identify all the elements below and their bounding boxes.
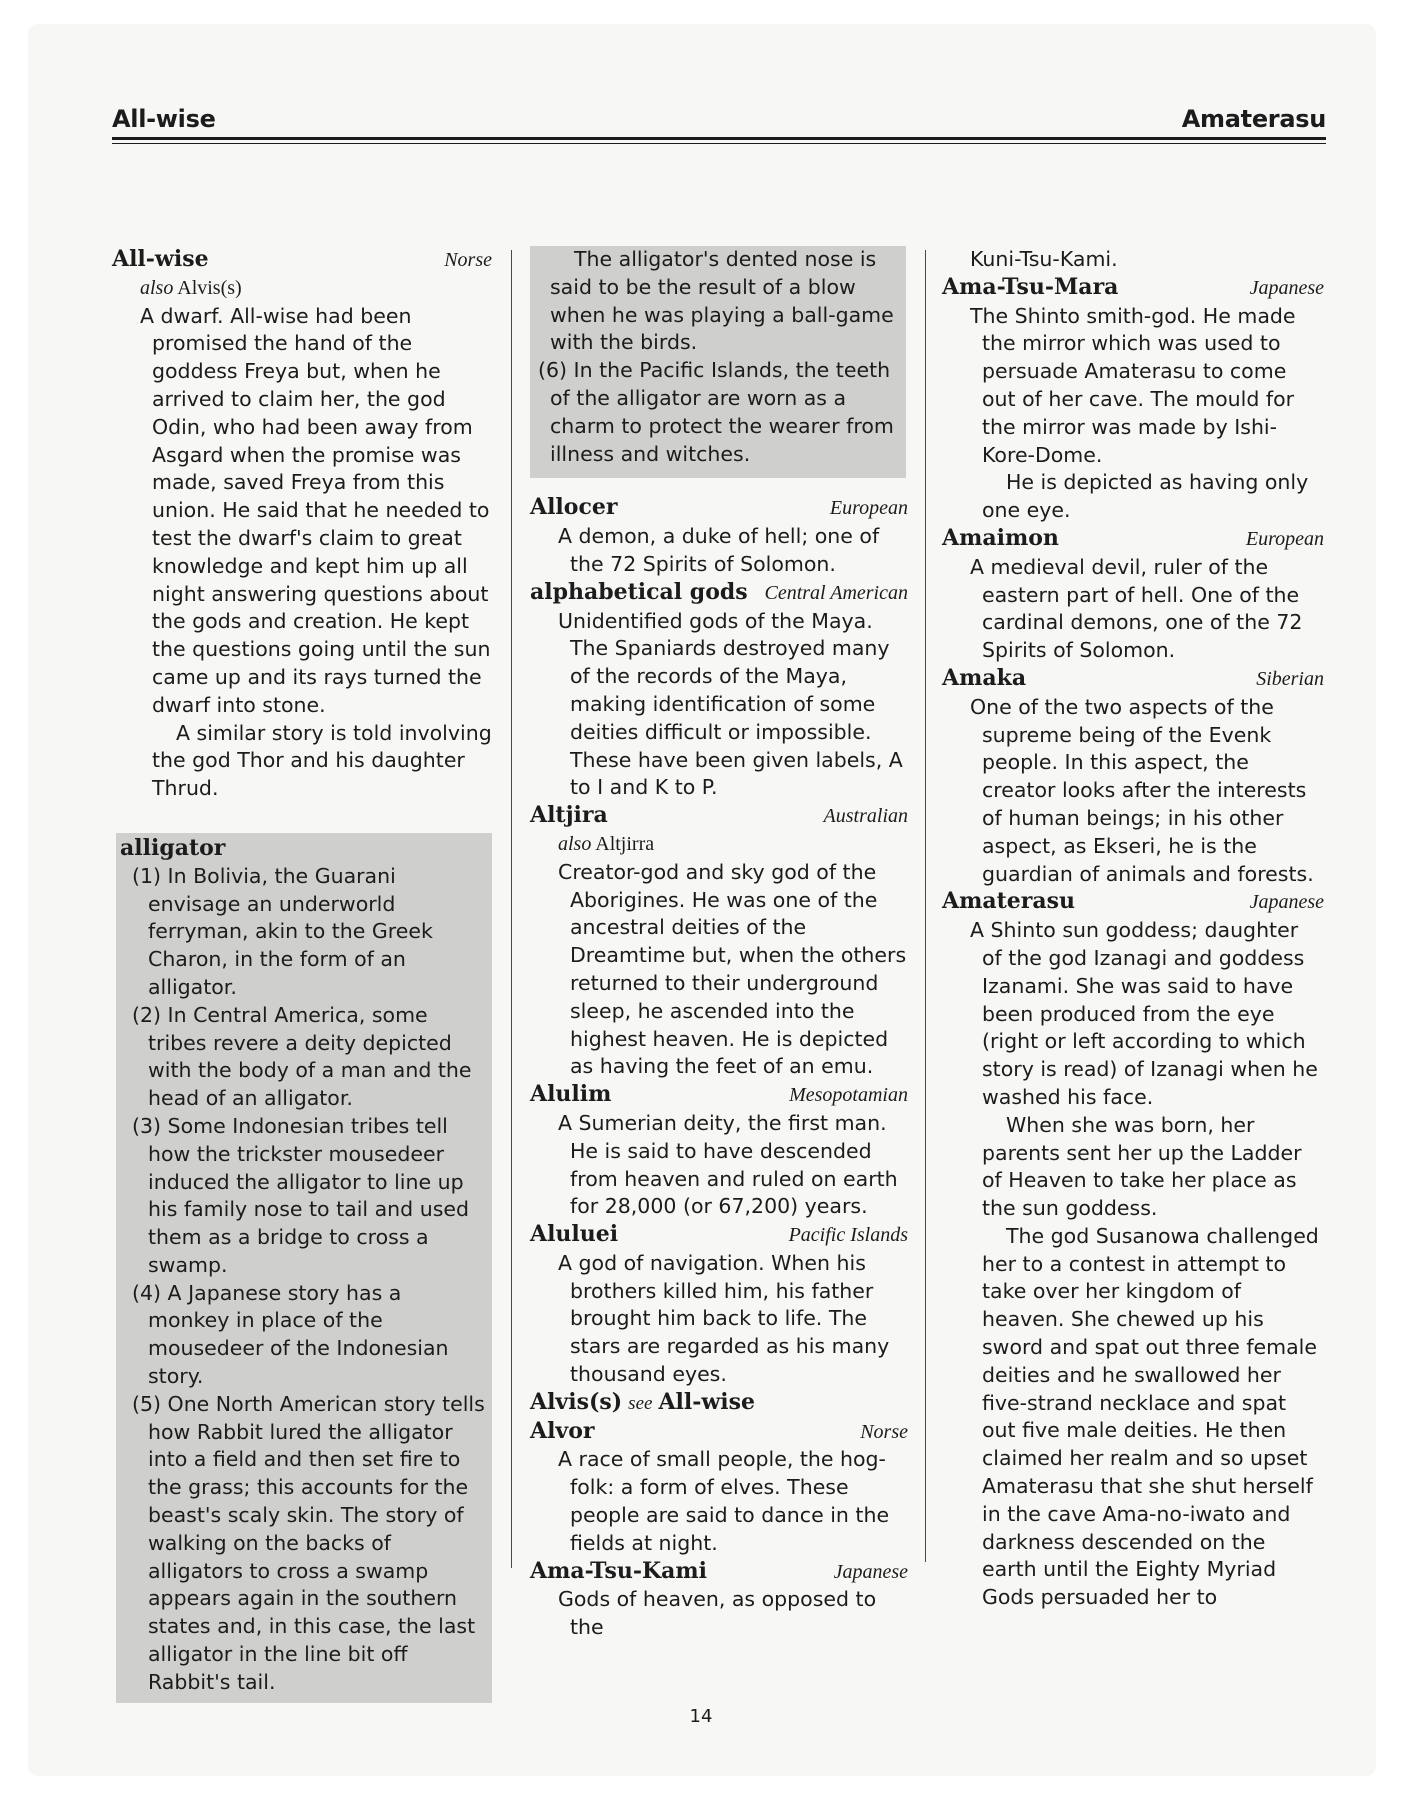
see-word: see <box>628 1392 653 1414</box>
headword: Amaimon <box>942 524 1059 551</box>
dictionary-entry <box>530 579 908 802</box>
headword: alphabetical gods <box>530 578 748 605</box>
definition-paragraph: Creator-god and sky god of the Aborigines. He was one of the ancestral deities of the Dreamtime but, when the others returned to their underground sleep, he ascended into the highest heaven. He is depicted as having the feet of an emu. <box>558 859 907 1079</box>
headword: Alvis(s) <box>530 1388 623 1415</box>
dictionary-entry <box>942 665 1324 888</box>
culture-label: Pacific Islands <box>788 1224 908 1247</box>
headword: Altjira <box>530 802 608 829</box>
culture-label: European <box>1245 527 1324 550</box>
continued-text: Kuni-Tsu-Kami. <box>970 247 1118 271</box>
definition-paragraph: A race of small people, the hog-folk: a form of elves. These people are said to dance in the fields at night. <box>558 1447 890 1555</box>
dictionary-entry <box>530 494 908 578</box>
definition-paragraph: A similar story is told involving the god Thor and his daughter Thrud. <box>152 720 492 801</box>
col3-entry-list <box>942 274 1324 1612</box>
culture-label: Norse <box>444 249 492 271</box>
headword: Alulim <box>530 1081 612 1108</box>
culture-label: Mesopotamian <box>789 1084 908 1107</box>
headword: Ama-Tsu-Kami <box>530 1557 707 1584</box>
numbered-item: (3) Some Indonesian tribes tell how the trickster mousedeer induced the alligator to line up his family nose to tail and used them as a bridge to cross a swamp. <box>132 1113 470 1277</box>
dictionary-entry <box>942 888 1324 1612</box>
page-number: 14 <box>689 1706 713 1727</box>
definition-paragraph: A Shinto sun goddess; daughter of the god Izanagi and goddess Izanami. She was said to have been produced from the eye (right or left according to which story is read) of Izanagi when he washed his face. <box>970 918 1318 1109</box>
dictionary-entry <box>530 1418 908 1558</box>
column-1 <box>112 246 492 1703</box>
definition-paragraph: A god of navigation. When his brothers killed him, his father brought him back to life. The stars are regarded as his many thousand eyes. <box>558 1250 890 1387</box>
numbered-item: (6) In the Pacific Islands, the teeth of the alligator are worn as a charm to protect the wearer from illness and witches. <box>538 358 894 466</box>
culture-label: European <box>829 497 908 520</box>
definition-paragraph: A medieval devil, ruler of the eastern part of hell. One of the cardinal demons, one of the 72 Spirits of Solomon. <box>970 554 1303 663</box>
column-rule-2 <box>925 250 926 1562</box>
culture-label: Siberian <box>1256 667 1324 690</box>
headword: Amaka <box>942 664 1027 691</box>
headword: All-wise <box>112 246 209 272</box>
dictionary-entry <box>530 802 908 1081</box>
culture-label: Central American <box>764 581 908 604</box>
see-reference <box>530 1389 908 1418</box>
definition-paragraph: Gods of heaven, as opposed to the <box>558 1587 877 1640</box>
culture-label: Japanese <box>833 1560 908 1583</box>
dictionary-entry <box>530 1221 908 1389</box>
dictionary-entry <box>942 525 1324 665</box>
headword: Ama-Tsu-Mara <box>942 273 1119 300</box>
headword: Alvor <box>530 1417 595 1444</box>
dictionary-entry <box>530 1081 908 1221</box>
column-2 <box>530 246 908 1642</box>
numbered-item: (1) In Bolivia, the Guarani envisage an underworld ferryman, akin to the Greek Charon, in the form of an alligator. <box>132 863 433 999</box>
headword: Amaterasu <box>942 888 1075 915</box>
definition-paragraph: He is depicted as having only one eye. <box>982 470 1309 523</box>
dictionary-entry <box>942 274 1324 525</box>
definition-paragraph: A demon, a duke of hell; one of the 72 Spirits of Solomon. <box>558 524 880 576</box>
alligator-continuation-shaded <box>530 246 906 478</box>
entry-alligator-shaded <box>116 833 492 1703</box>
definition-paragraph: A Sumerian deity, the first man. He is said to have descended from heaven and ruled on earth for 28,000 (or 67,200) years. <box>558 1110 898 1219</box>
numbered-item: (5) One North American story tells how Rabbit lured the alligator into a field and then set fire to the grass; this accounts for the beast's scaly skin. The story of walking on the backs of alligators to cross a swamp appears again in the southern states and, in this case, the last alligator in the line bit off Rabbit's tail. <box>132 1391 485 1694</box>
entry-all-wise <box>112 246 492 803</box>
definition-paragraph: The Shinto smith-god. He made the mirror which was used to persuade Amaterasu to come out of her cave. The mould for the mirror was made by Ishi-Kore-Dome. <box>970 303 1296 467</box>
numbered-item: (2) In Central America, some tribes revere a deity depicted with the body of a man and the head of an alligator. <box>132 1002 472 1111</box>
column-rule-1 <box>511 250 512 1568</box>
right-guide-word: Amaterasu <box>1181 105 1326 133</box>
definition-paragraph: The god Susanowa challenged her to a contest in attempt to take over her kingdom of heaven. She chewed up his sword and spat out three female deities and he swallowed her five-strand necklace and spat out five male deities. He then claimed her realm and so upset Amaterasu that she shut herself in the cave Ama-no-iwato and darkness descended on the earth until the Eighty Myriad Gods persuaded her to <box>982 1223 1319 1610</box>
column-3 <box>942 246 1324 1612</box>
see-target: All-wise <box>658 1388 756 1415</box>
also-line: also Alvis(s) <box>140 276 242 299</box>
culture-label: Japanese <box>1249 276 1324 299</box>
culture-label: Japanese <box>1249 891 1324 914</box>
headword: alligator <box>120 834 226 861</box>
headword: Allocer <box>530 494 618 521</box>
dictionary-entry <box>530 1558 908 1642</box>
definition-paragraph: One of the two aspects of the supreme being of the Evenk people. In this aspect, the creator looks after the interests of human beings; in his other aspect, as Ekseri, he is the guardian of animals and forests. <box>970 694 1314 886</box>
col2-entry-list <box>530 494 908 1642</box>
definition-paragraph: Unidentified gods of the Maya. The Spaniards destroyed many of the records of the Maya, making identification of some deities difficult or impossible. These have been given labels, A to I and K to P. <box>558 608 903 800</box>
definition-paragraph: A dwarf. All-wise had been promised the hand of the goddess Freya but, when he arrived to claim her, the god Odin, who had been away from Asgard when the promise was made, saved Freya from this union. He said that he needed to test the dwarf's claim to great knowledge and kept him up all night answering questions about the gods and creation. He kept the questions going until the sun came up and its rays turned the dwarf into stone. <box>140 303 491 717</box>
left-guide-word: All-wise <box>112 105 216 133</box>
running-header <box>112 104 1326 140</box>
culture-label: Norse <box>860 1420 908 1443</box>
culture-label: Australian <box>823 805 908 828</box>
numbered-item: (4) A Japanese story has a monkey in place of the mousedeer of the Indonesian story. <box>132 1280 449 1389</box>
headword: Aluluei <box>530 1221 619 1248</box>
definition-paragraph: When she was born, her parents sent her up the Ladder of Heaven to take her place as the sun goddess. <box>982 1112 1302 1221</box>
also-line: also Altjirra <box>558 832 655 855</box>
continuation-paragraph: The alligator's dented nose is said to be the result of a blow when he was playing a ball-game with the birds. <box>550 247 894 355</box>
